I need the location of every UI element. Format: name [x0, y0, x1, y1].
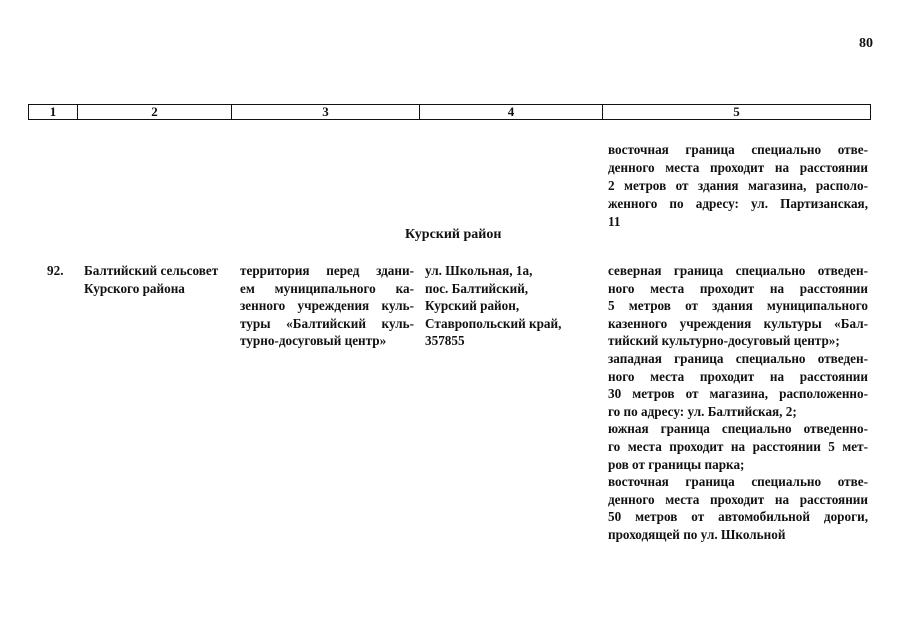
text-line: тийский культурно-досуговый центр»; [608, 333, 840, 349]
text-line: ного места проходит на расстоянии [608, 368, 868, 384]
text-line: территория перед здани- [240, 263, 414, 278]
row-number: 92. [47, 263, 64, 278]
text-line: го места проходит на расстоянии 5 мет- [608, 438, 868, 454]
text-line: западная граница специально отведен- [608, 350, 868, 366]
text-line: пос. Балтийский, [425, 280, 529, 296]
text-line: Ставропольский край, [425, 315, 562, 331]
text-line: денного места проходит на расстоянии [608, 491, 868, 507]
text-line: южная граница специально отведенно- [608, 421, 868, 437]
text-line: ул. Школьная, 1а, [425, 263, 533, 278]
column-number-5: 5 [603, 105, 871, 120]
text-line: зенного учреждения куль- [240, 298, 414, 314]
text-line: Курского района [84, 280, 185, 296]
continued-boundary-description [608, 141, 868, 231]
boundary-description [608, 262, 868, 544]
text-line: Балтийский сельсовет [84, 263, 219, 278]
text-line: 357855 [425, 333, 465, 349]
column-number-3: 3 [232, 105, 420, 120]
text-line: 5 метров от здания муниципального [608, 298, 868, 314]
municipality-name [84, 262, 234, 297]
page-number: 80 [859, 36, 873, 51]
column-number-2: 2 [78, 105, 232, 120]
text-line: Курский район, [425, 298, 520, 314]
text-line: восточная граница специально отве- [608, 142, 868, 157]
section-title: Курский район [405, 227, 502, 242]
column-number-1: 1 [29, 105, 78, 120]
text-line: 30 метров от магазина, расположенно- [608, 386, 868, 402]
text-line: казенного учреждения культуры «Бал- [608, 315, 868, 331]
text-line: женного по адресу: ул. Партизанская, [608, 196, 868, 211]
text-line: денного места проходит на расстоянии [608, 160, 868, 175]
text-line: северная граница специально отведен- [608, 263, 868, 278]
address [425, 262, 585, 350]
text-line: 2 метров от здания магазина, располо- [608, 178, 868, 193]
text-line: ров от границы парка; [608, 456, 745, 472]
text-line: ного места проходит на расстоянии [608, 280, 868, 296]
text-line: проходящей по ул. Школьной [608, 526, 786, 542]
column-number-4: 4 [420, 105, 603, 120]
column-header-row [28, 104, 871, 120]
text-line: 50 метров от автомобильной дороги, [608, 509, 868, 525]
territory-description [240, 262, 414, 350]
text-line: го по адресу: ул. Балтийская, 2; [608, 403, 797, 419]
text-line: ем муниципального ка- [240, 280, 414, 296]
text-line: туры «Балтийский куль- [240, 315, 414, 331]
text-line: восточная граница специально отве- [608, 474, 868, 490]
text-line: 11 [608, 214, 621, 229]
text-line: турно-досуговый центр» [240, 333, 387, 349]
